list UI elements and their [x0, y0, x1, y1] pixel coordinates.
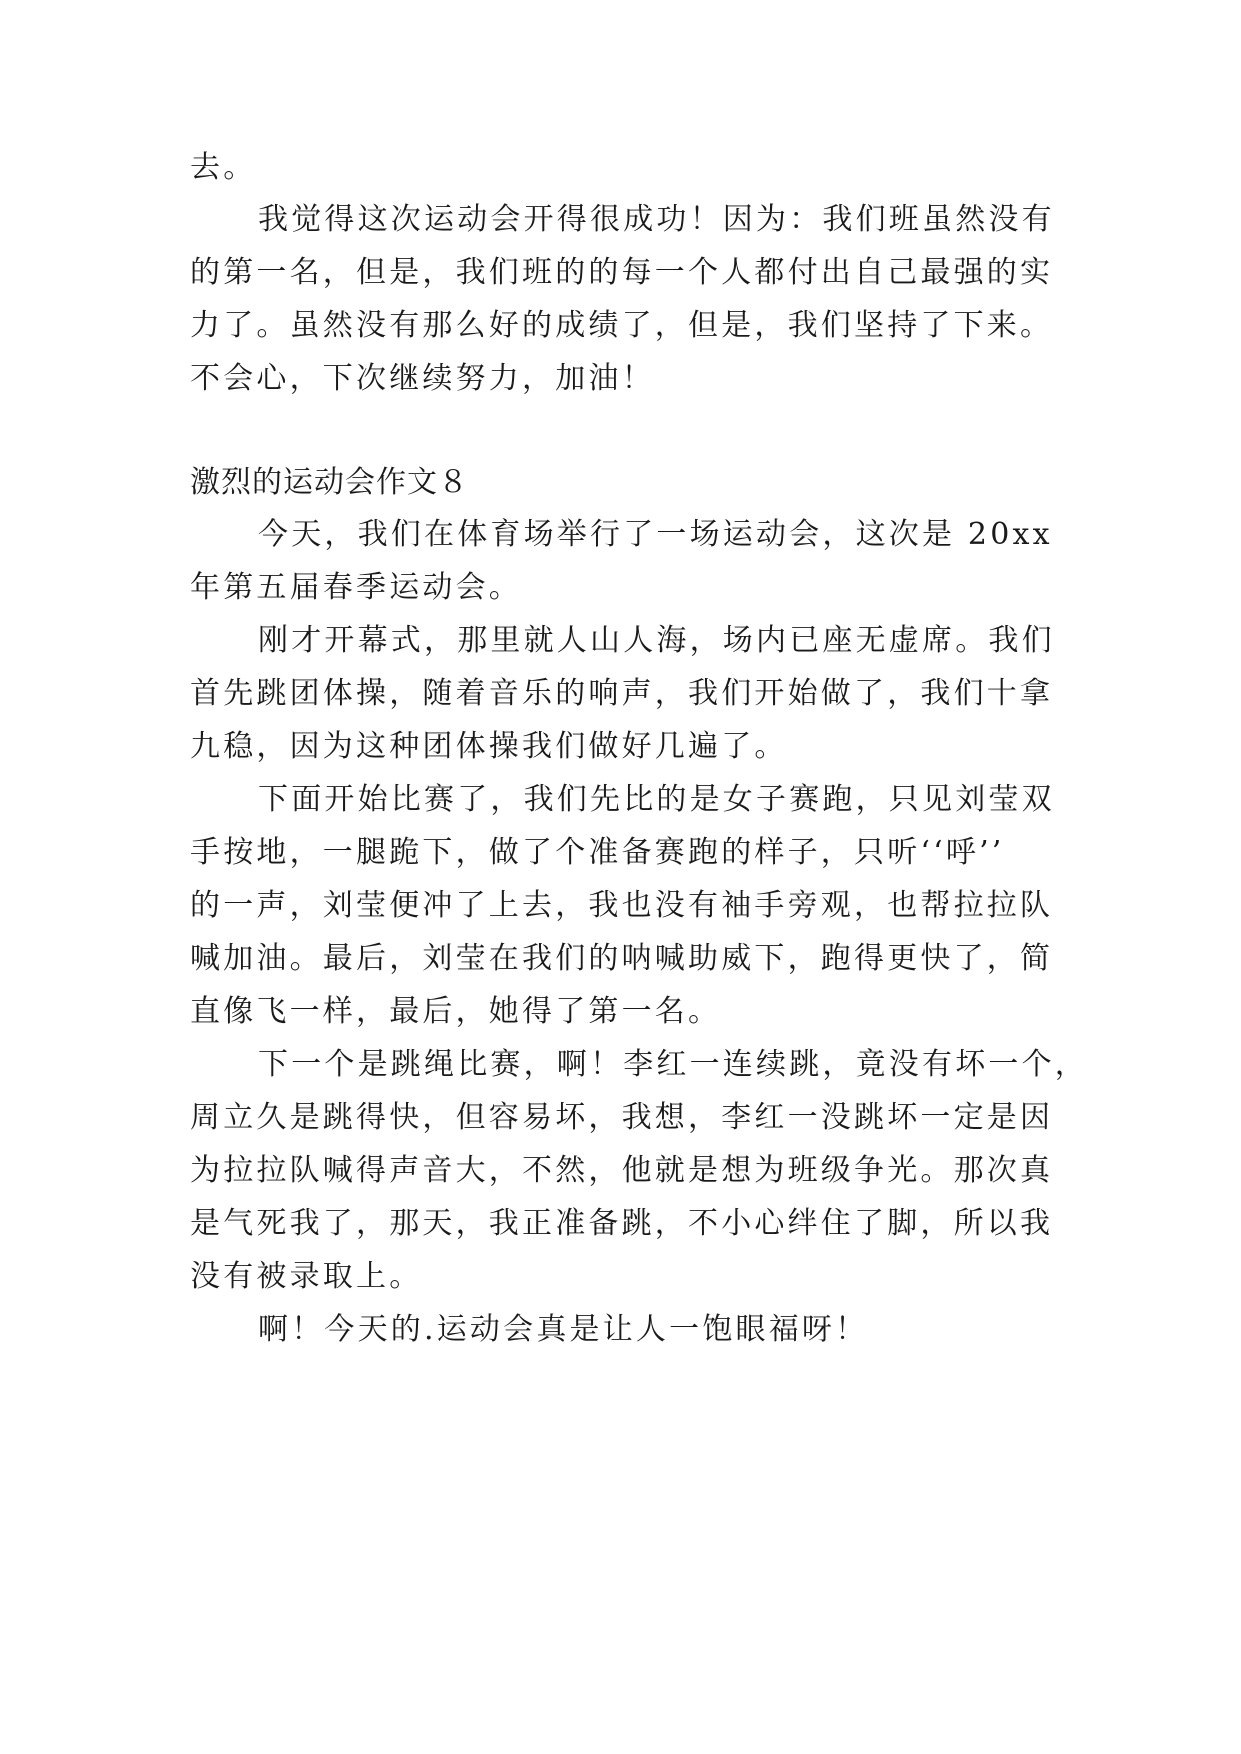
paragraph-line: 今天，我们在体育场举行了一场运动会，这次是 20xx — [258, 517, 1053, 552]
paragraph-line: 没有被录取上。 — [190, 1259, 423, 1294]
paragraph-line: 年第五届春季运动会。 — [190, 570, 522, 605]
paragraph-line: 下一个是跳绳比赛，啊！李红一连续跳，竟没有坏一个， — [258, 1047, 1088, 1082]
paragraph-line: 啊！今天的.运动会真是让人一饱眼福呀！ — [258, 1312, 869, 1347]
paragraph-line: 去。 — [190, 150, 257, 185]
paragraph-line: 的一声，刘莹便冲了上去，我也没有袖手旁观，也帮拉拉队 — [190, 888, 1054, 923]
paragraph-line: 的第一名，但是，我们班的的每一个人都付出自己最强的实 — [190, 255, 1054, 290]
paragraph-line: 下面开始比赛了，我们先比的是女子赛跑，只见刘莹双 — [258, 782, 1055, 817]
paragraph-line: 刚才开幕式，那里就人山人海，场内已座无虚席。我们 — [258, 623, 1055, 658]
paragraph-line: 手按地，一腿跪下，做了个准备赛跑的样子，只听‘‘呼’’ — [190, 835, 1005, 870]
paragraph-line: 为拉拉队喊得声音大，不然，他就是想为班级争光。那次真 — [190, 1153, 1054, 1188]
paragraph-line: 不会心，下次继续努力，加油！ — [190, 361, 655, 396]
paragraph-line: 喊加油。最后，刘莹在我们的呐喊助威下，跑得更快了，简 — [190, 941, 1054, 976]
paragraph-line: 九稳，因为这种团体操我们做好几遍了。 — [190, 729, 788, 764]
paragraph-line: 周立久是跳得快，但容易坏，我想，李红一没跳坏一定是因 — [190, 1100, 1054, 1135]
section-title: 激烈的运动会作文８ — [190, 465, 469, 500]
paragraph-line: 首先跳团体操，随着音乐的响声，我们开始做了，我们十拿 — [190, 676, 1054, 711]
paragraph-line: 直像飞一样，最后，她得了第一名。 — [190, 994, 722, 1029]
paragraph-line: 我觉得这次运动会开得很成功！因为：我们班虽然没有 — [258, 202, 1055, 237]
paragraph-line: 是气死我了，那天，我正准备跳，不小心绊住了脚，所以我 — [190, 1206, 1054, 1241]
paragraph-line: 力了。虽然没有那么好的成绩了，但是，我们坚持了下来。 — [190, 308, 1054, 343]
